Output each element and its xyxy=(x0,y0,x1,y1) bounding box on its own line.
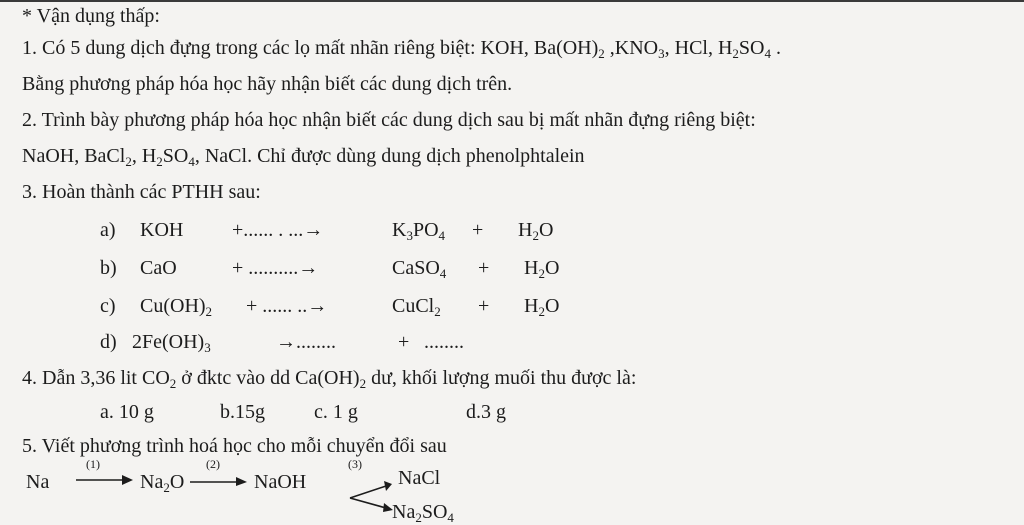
subscript: 3 xyxy=(406,228,413,243)
scheme-na: Na xyxy=(26,471,50,493)
scheme-arrow-3 xyxy=(346,478,394,514)
scheme-step-3: (3) xyxy=(348,457,362,471)
subscript: 2 xyxy=(125,154,132,169)
formula-part: H xyxy=(524,257,539,279)
subscript: 2 xyxy=(732,46,739,61)
formula-part: 2Fe(OH) xyxy=(132,331,205,353)
eq-b-label: b) xyxy=(100,257,117,279)
q4-option-a: a. 10 g xyxy=(100,401,154,423)
q4-text: ở đktc vào dd Ca(OH) xyxy=(176,367,360,389)
eq-a-plus: + xyxy=(472,219,484,241)
q2-text: SO xyxy=(162,145,189,167)
q4-option-c: c. 1 g xyxy=(314,401,358,423)
eq-b-product-1 xyxy=(392,256,446,280)
eq-a-reactant: KOH xyxy=(140,219,184,241)
eq-d-plus: + xyxy=(398,331,410,353)
formula-part: O xyxy=(169,471,185,493)
q1-text: , HCl, H xyxy=(664,37,733,59)
scheme-step-2: (2) xyxy=(206,457,220,471)
eq-b-product-2 xyxy=(524,256,559,280)
eq-a-product-1 xyxy=(392,218,445,242)
formula-part: H xyxy=(518,219,533,241)
scheme-nacl: NaCl xyxy=(398,467,441,489)
eq-d-label: d) xyxy=(100,331,117,353)
eq-d-blank-2: ........ xyxy=(424,331,464,353)
subscript: 2 xyxy=(434,304,441,319)
eq-c-plus: + xyxy=(478,295,490,317)
eq-c-product-2 xyxy=(524,294,559,318)
q2-text: , NaCl. Chỉ được dùng dung dịch phenolphtalein xyxy=(194,145,585,167)
eq-d-reactant xyxy=(132,330,211,354)
subscript: 2 xyxy=(156,154,163,169)
formula-part: O xyxy=(544,257,560,279)
formula-part: SO xyxy=(421,501,448,523)
formula-part: CaSO xyxy=(392,257,440,279)
q1-text: ,KNO xyxy=(604,37,659,59)
q1-text: . xyxy=(771,37,781,59)
scheme-step-1: (1) xyxy=(86,457,100,471)
scheme-na2so4 xyxy=(392,500,454,524)
subscript: 4 xyxy=(438,228,446,243)
subscript: 2 xyxy=(169,376,177,391)
formula-part: CuCl xyxy=(392,295,435,317)
subscript: 2 xyxy=(359,376,367,391)
question-1-line-2: Bằng phương pháp hóa học hãy nhận biết các dung dịch trên. xyxy=(22,73,513,95)
eq-b-plus: + xyxy=(478,257,490,279)
question-1-line-1 xyxy=(22,36,781,60)
q1-text: 1. Có 5 dung dịch đựng trong các lọ mất nhãn riêng biệt: KOH, Ba(OH) xyxy=(22,37,599,59)
eq-c-reactant xyxy=(140,294,212,318)
q2-text: NaOH, BaCl xyxy=(22,145,126,167)
subscript: 2 xyxy=(532,228,539,243)
formula-part: K xyxy=(392,219,407,241)
q4-option-d: d.3 g xyxy=(466,401,506,423)
q1-text: SO xyxy=(738,37,765,59)
subscript: 2 xyxy=(598,46,605,61)
formula-part: Na xyxy=(392,501,416,523)
q4-text: dư, khối lượng muối thu được là: xyxy=(366,367,637,389)
formula-part: Cu(OH) xyxy=(140,295,206,317)
scheme-arrow-1 xyxy=(76,474,134,486)
scheme-arrow-2 xyxy=(190,474,248,486)
formula-part: Na xyxy=(140,471,164,493)
subscript: 2 xyxy=(538,266,545,281)
subscript: 2 xyxy=(163,480,170,495)
eq-a-label: a) xyxy=(100,219,116,241)
eq-b-reactant: CaO xyxy=(140,257,177,279)
question-3-title: 3. Hoàn thành các PTHH sau: xyxy=(22,181,261,203)
formula-part: O xyxy=(538,219,554,241)
eq-a-product-2 xyxy=(518,218,553,242)
subscript: 3 xyxy=(658,46,665,61)
q4-option-b: b.15g xyxy=(220,401,265,423)
question-5-title: 5. Viết phương trình hoá học cho mỗi chuyển đổi sau xyxy=(22,435,447,457)
subscript: 2 xyxy=(205,304,213,319)
section-header: * Vận dụng thấp: xyxy=(22,5,160,27)
q2-text: , H xyxy=(131,145,157,167)
eq-c-label: c) xyxy=(100,295,116,317)
scheme-na2o xyxy=(140,470,184,494)
eq-c-product-1 xyxy=(392,294,441,318)
subscript: 4 xyxy=(439,266,447,281)
subscript: 2 xyxy=(538,304,545,319)
formula-part: O xyxy=(544,295,560,317)
question-4-line xyxy=(22,366,636,390)
eq-a-blank: +...... . ...→ xyxy=(232,219,324,241)
subscript: 4 xyxy=(447,510,454,525)
subscript: 2 xyxy=(415,510,422,525)
top-border xyxy=(0,0,1024,2)
eq-c-blank: + ...... ..→ xyxy=(246,295,328,317)
question-2-line-2 xyxy=(22,144,585,168)
subscript: 4 xyxy=(764,46,771,61)
formula-part: H xyxy=(524,295,539,317)
scheme-naoh: NaOH xyxy=(254,471,307,493)
formula-part: PO xyxy=(412,219,439,241)
question-2-line-1: 2. Trình bày phương pháp hóa học nhận biết các dung dịch sau bị mất nhãn đựng riêng biệt: xyxy=(22,109,756,131)
q4-text: 4. Dẫn 3,36 lit CO xyxy=(22,367,170,389)
eq-d-arrow-blank: →........ xyxy=(276,331,336,353)
subscript: 4 xyxy=(188,154,195,169)
eq-b-blank: + ..........→ xyxy=(232,257,319,279)
subscript: 3 xyxy=(204,340,211,355)
